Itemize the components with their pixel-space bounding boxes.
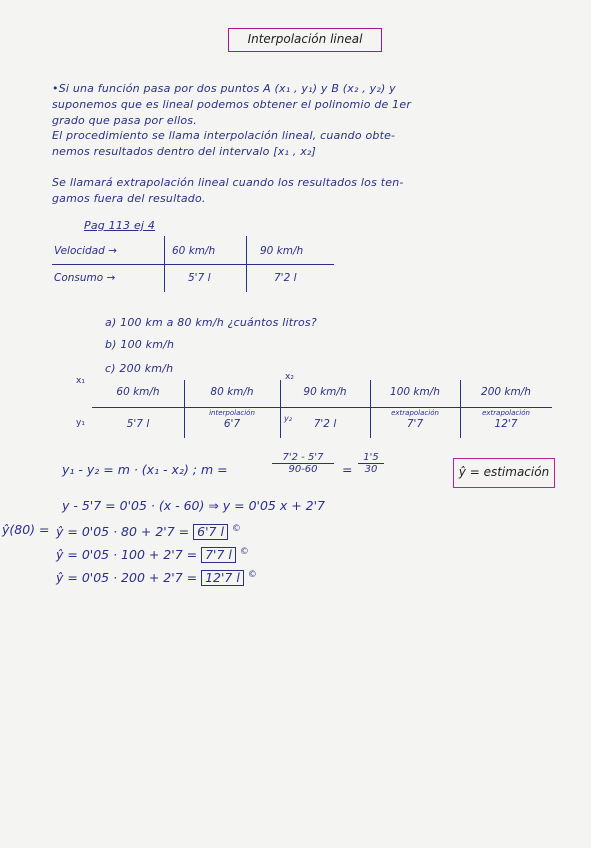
question-b: b) 100 km/h xyxy=(105,338,175,351)
intro-line: grado que pasa por ellos. xyxy=(52,114,197,127)
interpolation-note: interpolación xyxy=(209,409,255,417)
intro-line: Se llamará extrapolación lineal cuando los resultados los ten- xyxy=(52,176,404,189)
y1-mark: y₁ xyxy=(76,418,85,428)
table-divider xyxy=(92,407,552,408)
result-row xyxy=(56,547,249,563)
result-equation: ŷ = 0'05 · 100 + 2'7 = xyxy=(56,547,198,562)
table-divider xyxy=(164,236,165,292)
extrapolation-note: extrapolación xyxy=(391,409,439,417)
table-header-cell: 60 km/h xyxy=(116,386,160,398)
estimation-label: ŷ = estimación xyxy=(453,458,555,488)
data-table-2 xyxy=(92,380,552,438)
table-value-cell: 7'2 l xyxy=(313,418,337,430)
table-value-cell: 7'7 xyxy=(406,418,424,430)
result-equation: ŷ = 0'05 · 80 + 2'7 = xyxy=(56,524,190,539)
question-a: a) 100 km a 80 km/h ¿cuántos litros? xyxy=(105,316,317,329)
intro-line: gamos fuera del resultado. xyxy=(52,192,206,205)
row-label-velocidad: Velocidad → xyxy=(54,245,117,257)
result-value: 7'7 l xyxy=(201,547,236,563)
result-row xyxy=(56,570,257,586)
x1-mark: x₁ xyxy=(76,376,85,386)
table-value-cell: 12'7 xyxy=(494,418,518,430)
table-value-cell: 6'7 xyxy=(223,418,241,430)
fraction-denominator: 90-60 xyxy=(288,464,318,475)
intro-line: El procedimiento se llama interpolación lineal, cuando obte- xyxy=(52,129,396,142)
result-value: 6'7 l xyxy=(193,524,228,540)
line-equation: y - 5'7 = 0'05 · (x - 60) ⇒ y = 0'05 x + 2'7 xyxy=(62,498,326,513)
table-header-cell: 90 km/h xyxy=(260,245,304,257)
extrapolation-note: extrapolación xyxy=(482,409,530,417)
fraction-denominator: 30 xyxy=(364,464,378,475)
table-header-cell: 90 km/h xyxy=(303,386,347,398)
data-table-1 xyxy=(52,236,334,292)
result-row xyxy=(56,524,241,540)
intro-line: suponemos que es lineal podemos obtener el polinomio de 1er xyxy=(52,98,412,111)
intro-line: •Si una función pasa por dos puntos A (x₁ , y₁) y B (x₂ , y₂) y xyxy=(52,82,396,95)
slope-equation: y₁ - y₂ = m · (x₁ - x₂) ; m = xyxy=(62,462,228,477)
y2-mark: y₂ xyxy=(284,414,292,423)
exercise-reference: Pag 113 ej 4 xyxy=(84,219,156,232)
table-value-cell: 5'7 l xyxy=(188,272,211,284)
table-value-cell: 7'2 l xyxy=(274,272,297,284)
page-title: Interpolación lineal xyxy=(228,28,382,52)
result-value: 12'7 l xyxy=(201,570,244,586)
intro-line: nemos resultados dentro del intervalo [x₁ , x₂] xyxy=(52,145,317,158)
x2-mark: x₂ xyxy=(285,372,294,382)
question-c: c) 200 km/h xyxy=(105,362,174,375)
table-header-cell: 60 km/h xyxy=(172,245,216,257)
estimate-prefix: ŷ(80) = xyxy=(2,522,50,537)
copyright-mark: © xyxy=(239,547,249,557)
row-label-consumo: Consumo → xyxy=(54,272,116,284)
slope-fraction xyxy=(272,452,334,475)
fraction-numerator: 7'2 - 5'7 xyxy=(272,452,334,464)
table-divider xyxy=(246,236,247,292)
result-equation: ŷ = 0'05 · 200 + 2'7 = xyxy=(56,570,198,585)
table-header-cell: 100 km/h xyxy=(390,386,440,398)
slope-result-fraction xyxy=(358,452,384,475)
equals-sign: = xyxy=(342,462,353,477)
copyright-mark: © xyxy=(231,524,241,534)
table-header-cell: 80 km/h xyxy=(210,386,254,398)
fraction-numerator: 1'5 xyxy=(358,452,384,464)
table-divider xyxy=(52,264,334,265)
copyright-mark: © xyxy=(247,570,257,580)
table-value-cell: 5'7 l xyxy=(126,418,150,430)
table-header-cell: 200 km/h xyxy=(481,386,531,398)
